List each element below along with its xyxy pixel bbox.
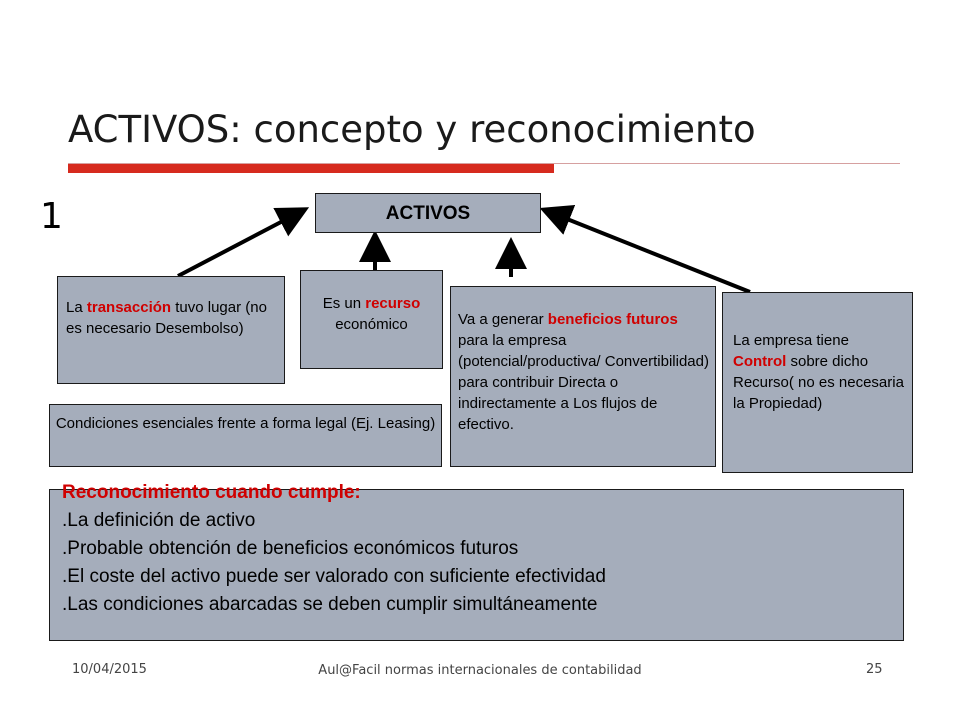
box-control: La empresa tiene Control sobre dicho Recurso( no es necesaria la Propiedad) xyxy=(722,292,913,473)
arrow-control xyxy=(547,211,750,292)
recognition-item: .Probable obtención de beneficios económicos futuros xyxy=(62,538,519,559)
recognition-heading: Reconocimiento cuando cumple: xyxy=(62,482,361,503)
highlight-recurso: recurso xyxy=(365,295,421,312)
box-recurso: Es un recurso económico xyxy=(300,270,443,369)
box-condiciones: Condiciones esenciales frente a forma legal (Ej. Leasing) xyxy=(49,404,442,467)
slide-number: 1 xyxy=(40,196,63,237)
activos-box: ACTIVOS xyxy=(315,193,541,233)
arrow-transaccion xyxy=(178,211,302,276)
recognition-item: .Las condiciones abarcadas se deben cumplir simultáneamente xyxy=(62,594,598,615)
box-beneficios: Va a generar beneficios futuros para la empresa (potencial/productiva/ Convertibilidad) para contribuir Directa o indirectamente a Los flujos de efectivo. xyxy=(450,286,716,467)
recognition-item: .La definición de activo xyxy=(62,510,256,531)
recognition-item: .El coste del activo puede ser valorado con suficiente efectividad xyxy=(62,566,606,587)
recognition-box xyxy=(49,482,904,641)
highlight-beneficios: beneficios futuros xyxy=(547,311,678,328)
footer-date: 10/04/2015 xyxy=(72,662,147,677)
slide-title: ACTIVOS: concepto y reconocimiento xyxy=(68,108,756,151)
box-transaccion: La transacción tuvo lugar (no es necesario Desembolso) xyxy=(57,276,285,384)
highlight-transaccion: transacción xyxy=(86,299,172,316)
footer-page-number: 25 xyxy=(866,662,883,677)
footer-title: Aul@Facil normas internacionales de contabilidad xyxy=(318,663,642,678)
highlight-control: Control xyxy=(733,353,787,370)
